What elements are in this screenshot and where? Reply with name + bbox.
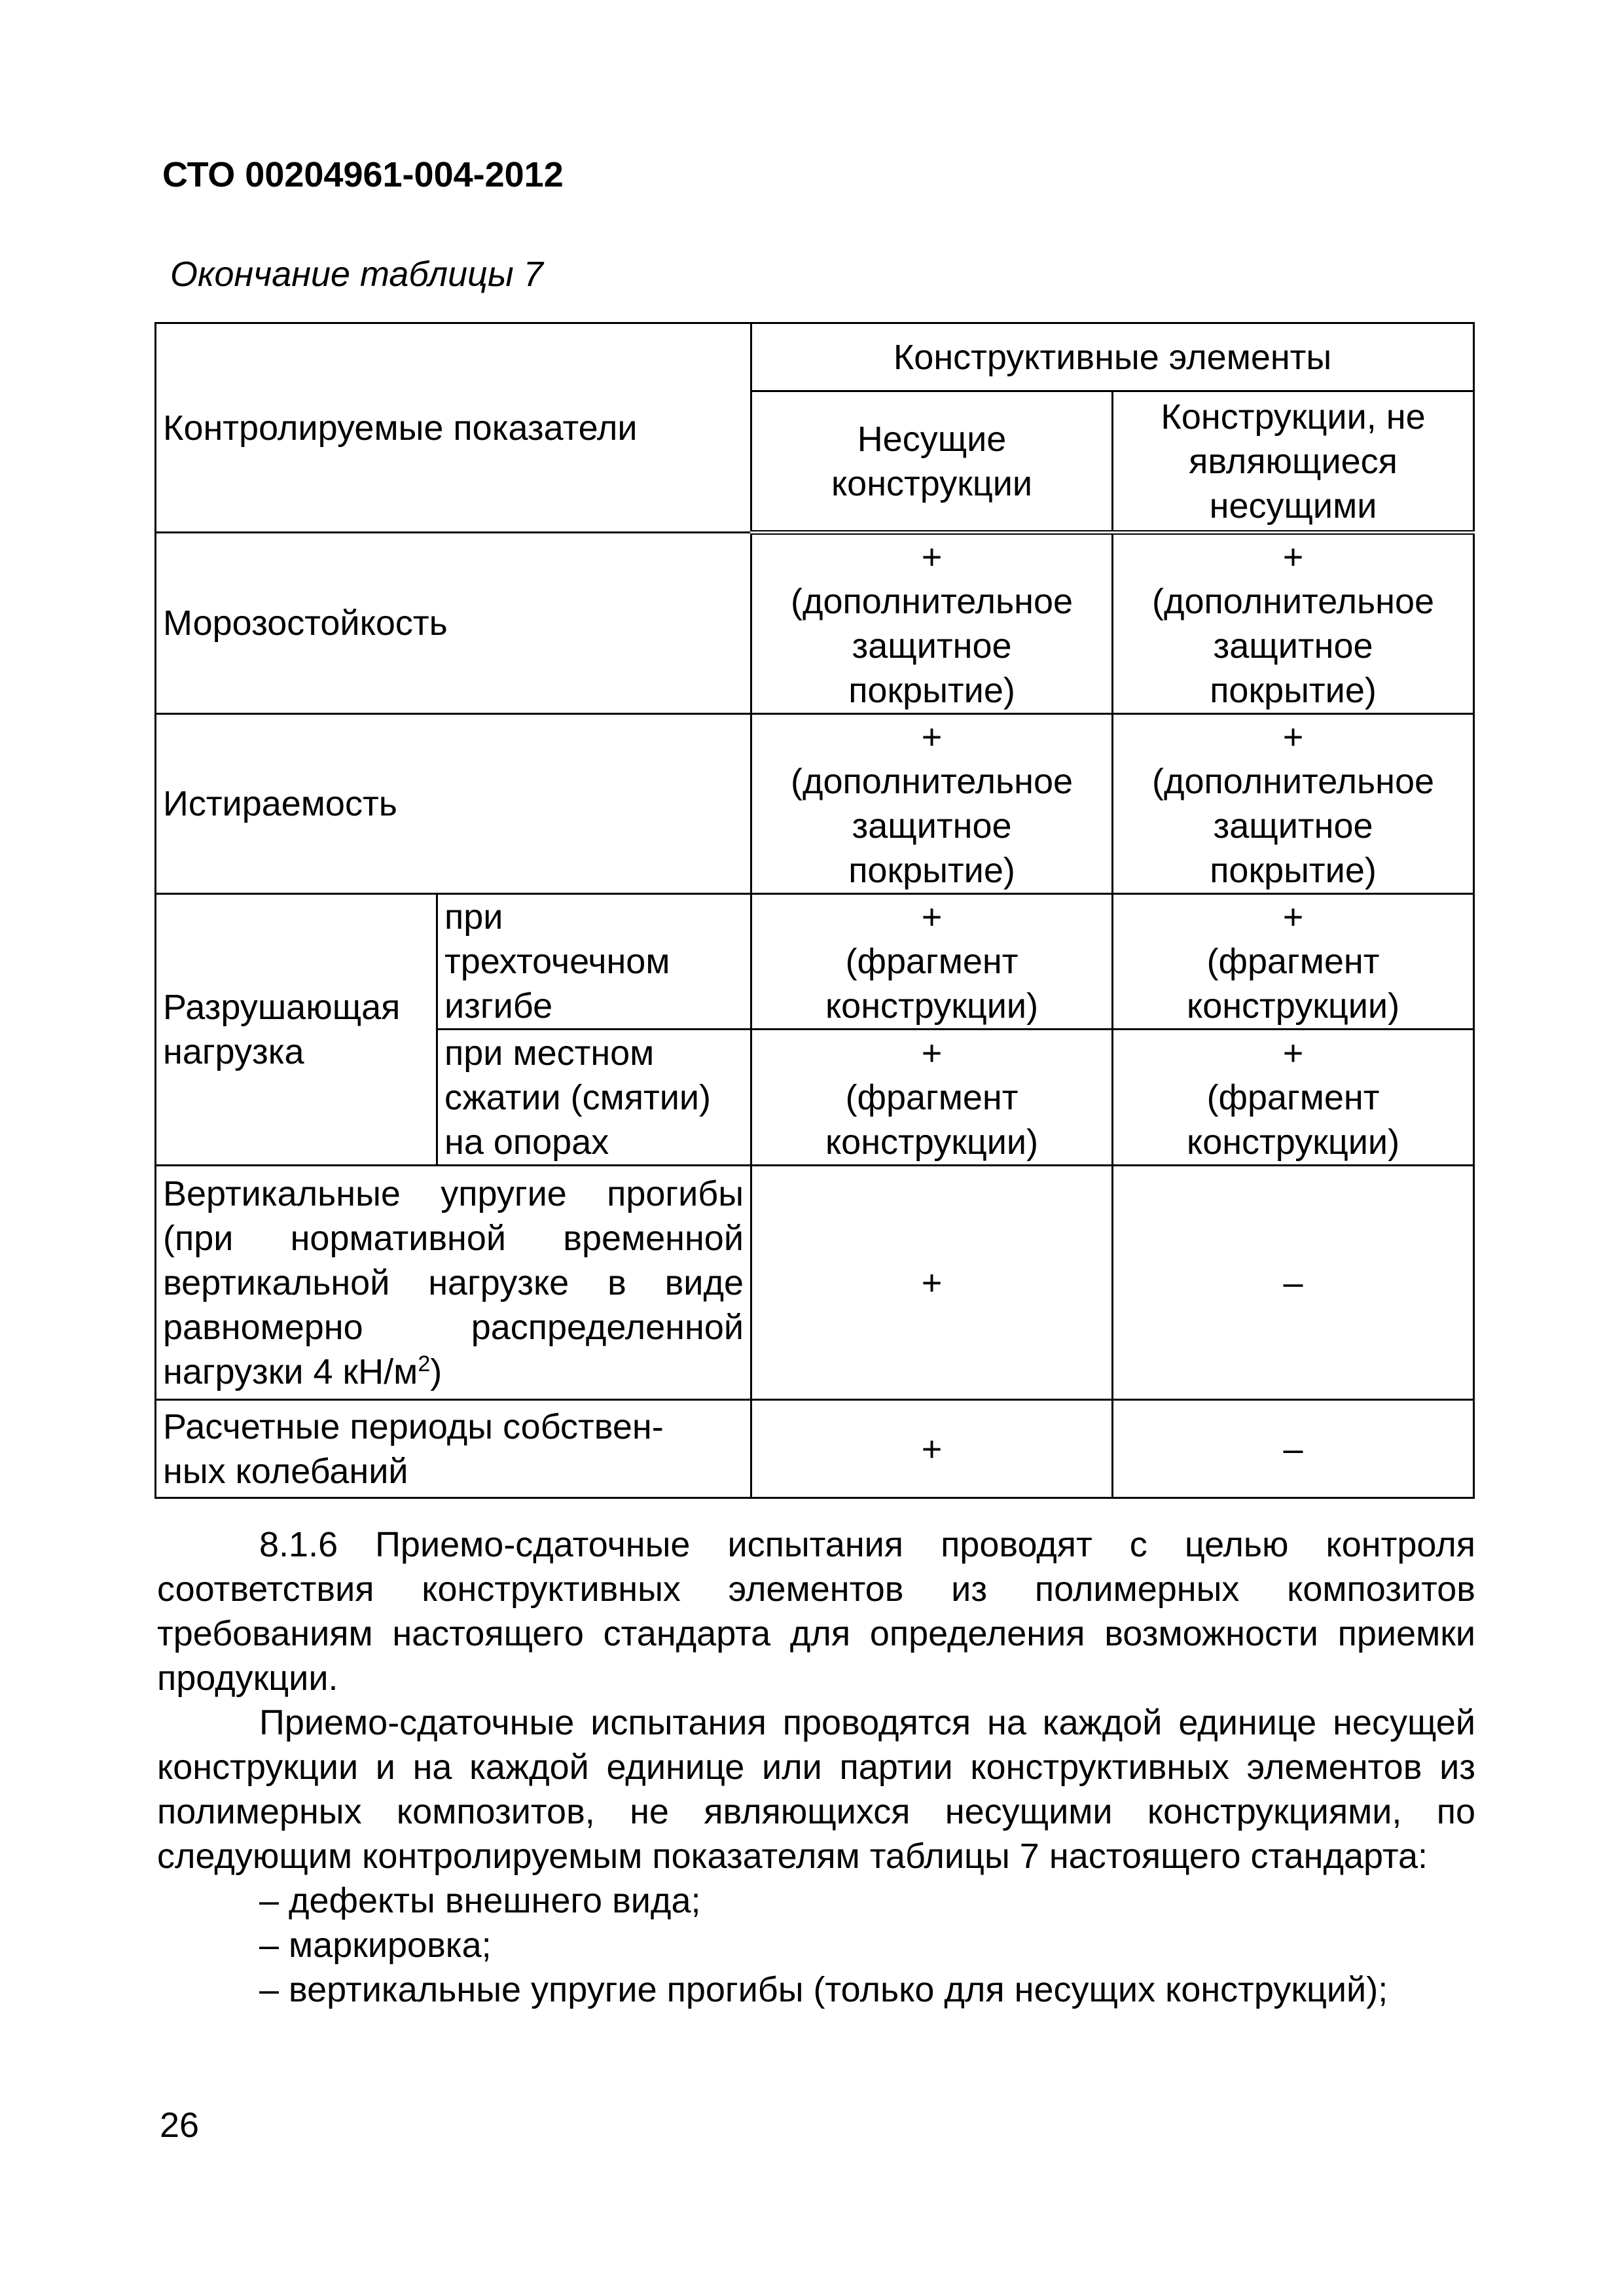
list-item: – дефекты внешнего вида; — [259, 1881, 701, 1920]
cell-abrasion-nonbearing: + (дополнительное защитное покрытие) — [1113, 714, 1474, 894]
page-number: 26 — [160, 2106, 200, 2145]
cell-periods-bearing: + — [751, 1400, 1113, 1498]
superscript: 2 — [418, 1351, 431, 1376]
cell-frost-bearing: + (дополнительное защитное покрытие) — [751, 533, 1113, 714]
paragraph-acceptance-tests: Приемо-сдаточные испытания проводятся на каждой единице несущей конструкции и на каждой единице или партии конструктивных элементов из полимерных композитов, не являющихся несущими конструкциями, по следующим контролируемым показателям таблицы 7 настоящего стандарта: — [157, 1703, 1475, 1876]
cell-bending-nonbearing: + (фрагмент конструкции) — [1113, 894, 1474, 1030]
table-row-periods — [156, 1400, 1474, 1498]
row-label-frost: Морозостойкость — [156, 533, 751, 714]
row-label-breaking-load: Разрушающая нагрузка — [156, 894, 437, 1166]
cell-deflection-bearing: + — [751, 1166, 1113, 1400]
document-code: СТО 00204961-004-2012 — [162, 155, 564, 194]
table-7 — [154, 322, 1475, 1499]
cell-compression-nonbearing: + (фрагмент конструкции) — [1113, 1030, 1474, 1166]
header-non-bearing-structures: Конструкции, не являющиеся несущими — [1113, 391, 1474, 533]
cell-frost-nonbearing: + (дополнительное защитное покрытие) — [1113, 533, 1474, 714]
row-label-abrasion: Истираемость — [156, 714, 751, 894]
header-indicators: Контролируемые показатели — [156, 323, 751, 533]
table-caption: Окончание таблицы 7 — [170, 255, 543, 294]
header-structural-elements: Конструктивные элементы — [751, 323, 1474, 391]
cell-deflection-nonbearing: – — [1113, 1166, 1474, 1400]
row-label-periods: Расчетные периоды собствен- ных колебаний — [156, 1400, 751, 1498]
cell-periods-nonbearing: – — [1113, 1400, 1474, 1498]
paragraph-8-1-6: 8.1.6 Приемо-сдаточные испытания проводят с целью контроля соответствия конструктивных элементов из полимерных композитов требованиям настоящего стандарта для определения возможности приемки продукции. — [157, 1525, 1475, 1698]
table-row-deflection — [156, 1166, 1474, 1400]
row-sublabel-bending: при трехточечном изгибе — [437, 894, 751, 1030]
cell-compression-bearing: + (фрагмент конструкции) — [751, 1030, 1113, 1166]
body-text — [157, 1522, 1475, 2012]
cell-abrasion-bearing: + (дополнительное защитное покрытие) — [751, 714, 1113, 894]
table-row-abrasion — [156, 714, 1474, 894]
cell-bending-bearing: + (фрагмент конструкции) — [751, 894, 1113, 1030]
table-row-load-bending — [156, 894, 1474, 1030]
row-sublabel-compression: при местном сжатии (смятии) на опорах — [437, 1030, 751, 1166]
header-bearing-structures: Несущие конструкции — [751, 391, 1113, 533]
row-label-deflection: Вертикальные упругие прогибы (при нормативной временной вертикальной нагрузке в виде равномерно распределенной нагрузки 4 $кН/м^2$) — [156, 1166, 751, 1400]
table-row-frost — [156, 533, 1474, 714]
deflection-last-line: нагрузки 4 $кН/м^2$) — [163, 1351, 442, 1391]
table-header-row-1 — [156, 323, 1474, 391]
list-item: – вертикальные упругие прогибы (только для несущих конструкций); — [259, 1970, 1388, 2009]
list-item: – маркировка; — [259, 1926, 492, 1965]
